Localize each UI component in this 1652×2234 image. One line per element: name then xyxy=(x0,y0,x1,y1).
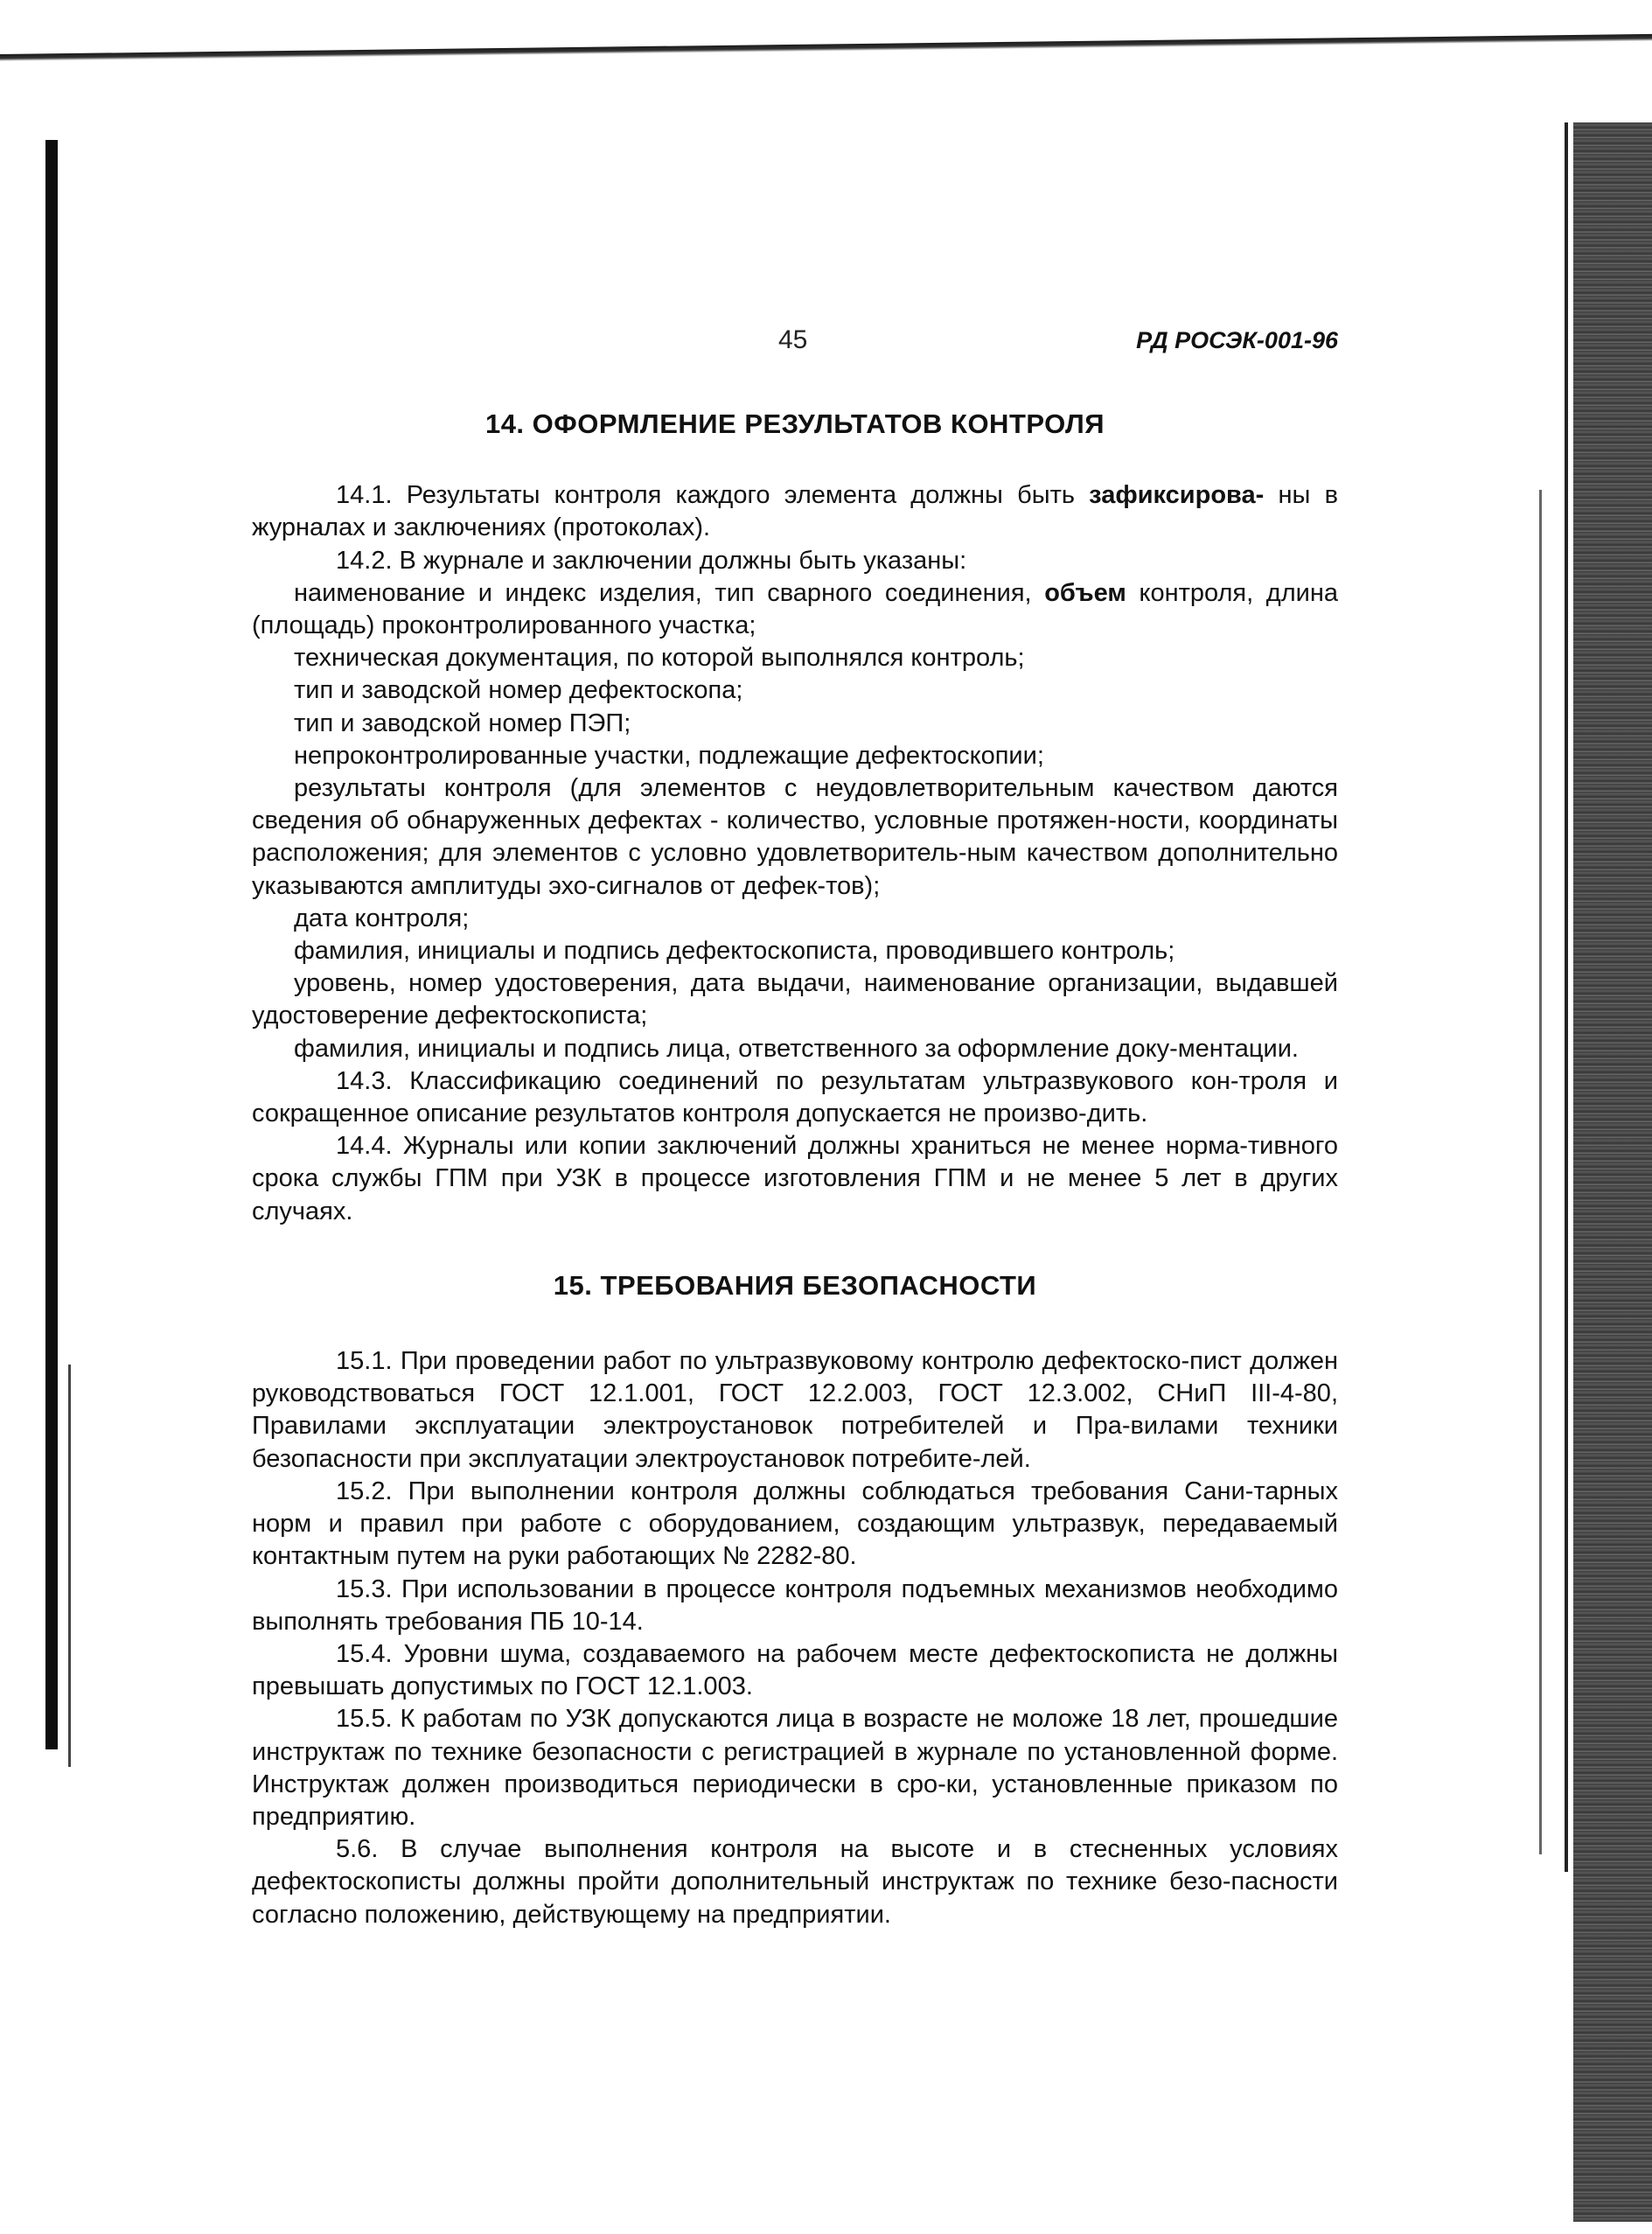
paragraph-14-1-end: ны в журналах и заключениях (протоколах). xyxy=(252,481,1338,542)
paragraph-14-1-bold: зафиксирова- xyxy=(1089,481,1265,510)
document-code: РД РОСЭК-001-96 xyxy=(1136,327,1338,353)
page-header xyxy=(245,325,1338,360)
list-item-bold: объем xyxy=(1044,578,1126,607)
list-item xyxy=(252,577,1338,642)
paragraph-15-2: 15.2. При выполнении контроля должны соблюдаться требования Сани-тарных норм и правил при работе с оборудованием, создающим ультразвук, передаваемый контактным путем на руки работающих № 2282-80. xyxy=(252,1477,1338,1571)
list-item: фамилия, инициалы и подпись лица, ответственного за оформление доку-ментации. xyxy=(294,1034,1299,1063)
paragraph-15-5: 15.5. К работам по УЗК допускаются лица в возрасте не моложе 18 лет, прошедшие инструктаж по технике безопасности с регистрацией в журнале по установленной форме. Инструктаж должен производиться периодически в сро-ки, установленные приказом по предприятию. xyxy=(252,1705,1338,1831)
list-item: непроконтролированные участки, подлежащие дефектоскопии; xyxy=(294,741,1044,770)
paragraph-14-1 xyxy=(252,479,1338,544)
paragraph-14-3: 14.3. Классификацию соединений по результатам ультразвукового кон-троля и сокращенное описание результатов контроля допускается не произво-дить. xyxy=(252,1066,1338,1128)
list-item: дата контроля; xyxy=(294,904,470,932)
list-item: уровень, номер удостоверения, дата выдачи, наименование организации, выдавшей удостоверение дефектоскописта; xyxy=(252,969,1338,1030)
section-15-heading: 15. ТРЕБОВАНИЯ БЕЗОПАСНОСТИ xyxy=(553,1269,1037,1301)
scan-border-right xyxy=(1573,122,1652,2222)
section-14-heading: 14. ОФОРМЛЕНИЕ РЕЗУЛЬТАТОВ КОНТРОЛЯ xyxy=(484,408,1105,439)
paragraph-14-4: 14.4. Журналы или копии заключений должны храниться не менее норма-тивного срока службы ГПМ при УЗК в процессе изготовления ГПМ и не менее 5 лет в других случаях. xyxy=(252,1132,1338,1225)
paragraph-15-1: 15.1. При проведении работ по ультразвуковому контролю дефектоско-пист должен руководствоваться ГОСТ 12.1.001, ГОСТ 12.2.003, ГОСТ 12.3.002, СНиП III-4-80, Правилами эксплуатации электроустановок потребителей и Пра-вилами техники безопасности при эксплуатации электроустановок потребите-лей. xyxy=(252,1347,1338,1473)
scan-mark-right xyxy=(1565,122,1568,1872)
page-number: 45 xyxy=(778,325,808,354)
paragraph-15-6: 5.6. В случае выполнения контроля на высоте и в стесненных условиях дефектоскописты должны пройти дополнительный инструктаж по технике безо-пасности согласно положению, действующему на предприятии. xyxy=(252,1835,1338,1929)
paragraph-14-1-text: 14.1. Результаты контроля каждого элемента должны быть xyxy=(336,481,1090,510)
list-item-text: наименование и индекс изделия, тип сварного соединения, xyxy=(294,578,1045,607)
paragraph-14-2: 14.2. В журнале и заключении должны быть указаны: xyxy=(336,546,967,575)
paragraph-15-4: 15.4. Уровни шума, создаваемого на рабочем месте дефектоскописта не должны превышать допустимых по ГОСТ 12.1.003. xyxy=(252,1639,1338,1701)
paragraph-15-3: 15.3. При использовании в процессе контроля подъемных механизмов необходимо выполнять требования ПБ 10-14. xyxy=(252,1574,1338,1636)
list-item-text-end: контроля, длина (площадь) проконтролированного участка; xyxy=(252,578,1338,640)
scan-mark-left xyxy=(68,1365,71,1767)
list-item: техническая документация, по которой выполнялся контроль; xyxy=(294,644,1025,673)
scan-border-left xyxy=(45,140,58,1749)
list-item: результаты контроля (для элементов с неудовлетворительным качеством даются сведения об обнаруженных дефектах - количество, условные протяжен-ности, координаты расположения; для элементов с условно удовлетворитель-ным качеством дополнительно указываются амплитуды эхо-сигналов от дефек-тов); xyxy=(252,774,1338,900)
list-item: фамилия, инициалы и подпись дефектоскописта, проводившего контроль; xyxy=(294,937,1175,966)
list-item: тип и заводской номер дефектоскопа; xyxy=(294,676,743,705)
list-item: тип и заводской номер ПЭП; xyxy=(294,709,631,737)
document-body xyxy=(252,408,1338,1931)
scan-border-top xyxy=(0,34,1652,61)
scan-line-right xyxy=(1539,490,1542,1854)
